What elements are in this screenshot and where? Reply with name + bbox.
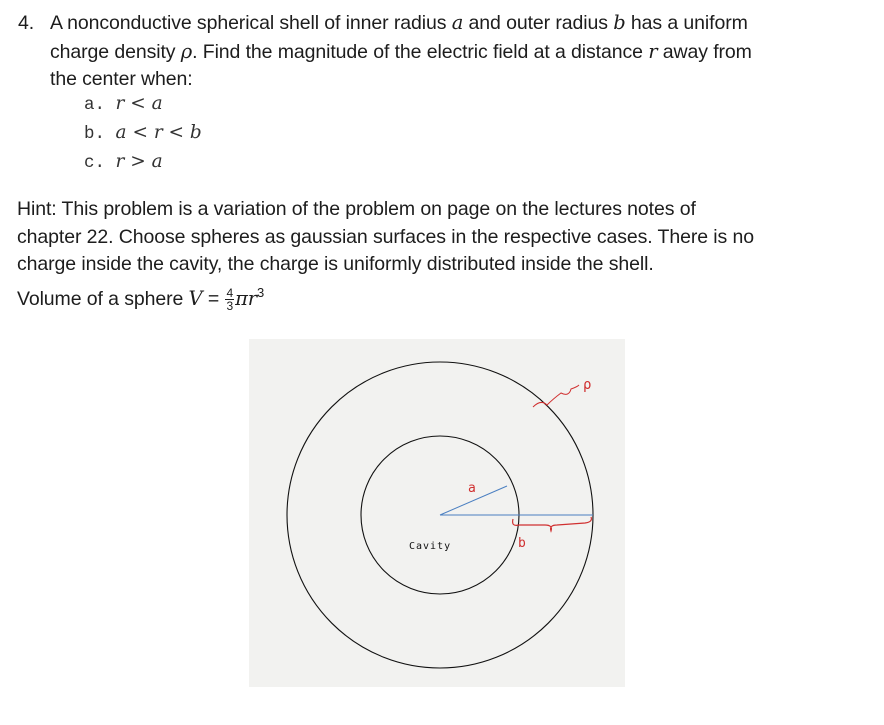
sub-question-c [84, 148, 202, 177]
problem-text: . Find the magnitude of the electric field at a distance [192, 40, 649, 63]
problem-text: away from [657, 40, 752, 63]
sub-question-expr: r < a [115, 93, 163, 114]
sub-question-label: c. [84, 153, 106, 173]
shell-diagram [249, 339, 625, 687]
sub-question-label: b. [84, 124, 106, 144]
radius-b-label: b [518, 536, 526, 551]
var-rho: ρ [180, 39, 193, 63]
cavity-label: Cavity [409, 541, 452, 552]
equals-sign: = [207, 287, 220, 310]
fraction-denominator: 3 [226, 298, 234, 313]
rho-label: ρ [583, 377, 592, 393]
hint-block [17, 196, 877, 313]
exponent: 3 [257, 284, 265, 300]
radius-a-label: a [468, 481, 476, 496]
fraction-numerator: 4 [226, 285, 234, 300]
sub-question-expr: a < r < b [115, 122, 202, 143]
sub-question-list [84, 90, 202, 177]
sub-question-b [84, 119, 202, 148]
problem-text: A nonconductive spherical shell of inner radius [50, 12, 452, 34]
problem-text: has a uniform [625, 12, 748, 34]
volume-text: Volume of a sphere [17, 287, 189, 310]
hint-line-1: Hint: This problem is a variation of the problem on page on the lectures notes of [17, 198, 696, 220]
fraction [225, 287, 234, 312]
var-r: r [648, 39, 658, 63]
problem-line-2 [18, 38, 878, 67]
rho-pointer-squiggle [533, 385, 579, 407]
thickness-brace [513, 517, 592, 531]
hint-line-3: charge inside the cavity, the charge is uniformly distributed inside the shell. [17, 253, 654, 275]
volume-formula-line [17, 279, 877, 314]
volume-lhs: V [188, 286, 203, 310]
problem-number: 4. [18, 12, 35, 34]
shell-diagram-svg [249, 339, 625, 687]
hint-line-2: chapter 22. Choose spheres as gaussian surfaces in the respective cases. There is no [17, 225, 754, 248]
problem-line-3: the center when: [50, 68, 193, 90]
problem-statement [18, 9, 878, 94]
sub-question-expr: r > a [115, 151, 163, 172]
sub-question-a [84, 90, 202, 119]
problem-text: and outer radius [463, 12, 614, 34]
sub-question-label: a. [84, 95, 106, 115]
pi-r: πr [235, 286, 257, 310]
problem-text: charge density [50, 40, 181, 63]
var-b: b [613, 11, 626, 34]
var-a: a [451, 11, 464, 34]
problem-line-1 [18, 9, 878, 38]
